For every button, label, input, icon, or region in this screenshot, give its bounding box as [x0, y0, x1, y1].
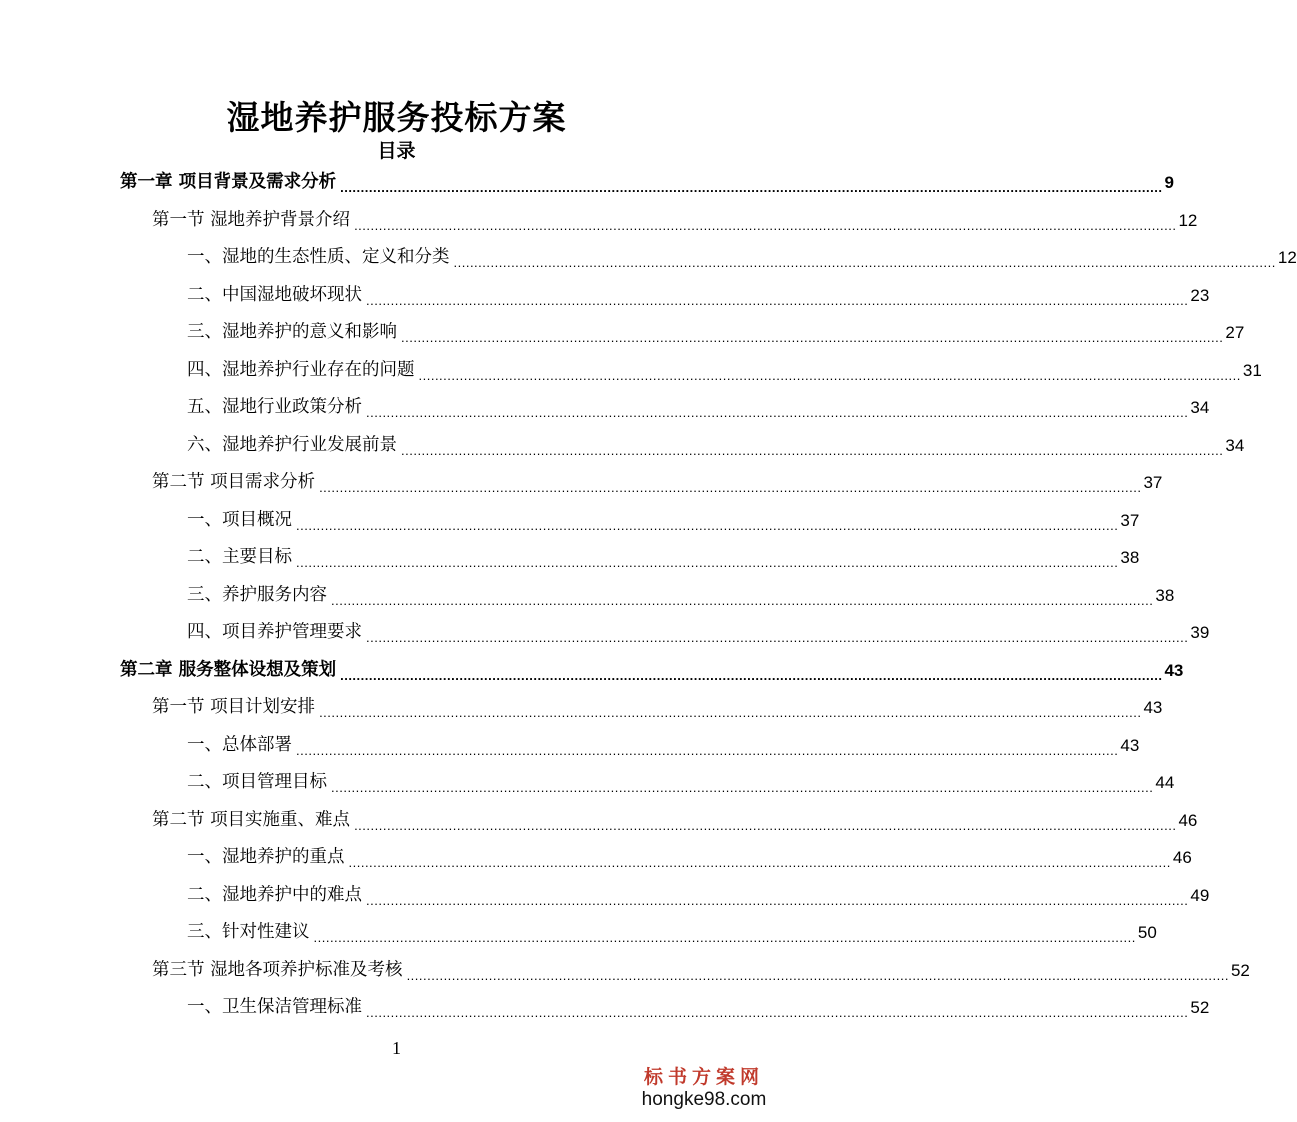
toc-entry[interactable]: [187, 877, 1210, 914]
toc-entry-page: 50: [1137, 923, 1157, 942]
toc-entry-label: 三、湿地养护的意义和影响: [187, 322, 397, 342]
toc-leader-dots: ........................................................................................................................................................................................................: [331, 592, 1154, 608]
toc-entry[interactable]: [187, 277, 1210, 314]
toc-leader-dots: ........................................................................................................................................................................................................: [401, 330, 1224, 345]
toc-entry-label: 第二章 服务整体设想及策划: [120, 659, 337, 680]
toc-entry[interactable]: [187, 427, 1245, 464]
toc-entry-page: 23: [1190, 285, 1210, 305]
toc-entry[interactable]: [187, 727, 1140, 764]
toc-entry[interactable]: [187, 314, 1245, 351]
toc-entry[interactable]: [152, 952, 1250, 989]
toc-leader-dots: ........................................................................................................................................................................................................: [296, 555, 1119, 570]
toc-entry[interactable]: [187, 352, 1262, 389]
watermark-name: 标书方案网: [643, 1066, 764, 1088]
toc-leader-dots: ........................................................................................................................................................................................................: [366, 292, 1189, 308]
toc-entry[interactable]: [187, 577, 1175, 614]
toc-entry-label: 四、项目养护管理要求: [187, 622, 362, 642]
toc-leader-dots: ........................................................................................................................................................................................................: [296, 517, 1119, 533]
toc-leader-dots: ........................................................................................................................................................................................................: [418, 367, 1241, 383]
toc-entry-label: 五、湿地行业政策分析: [187, 397, 362, 417]
toc-entry[interactable]: [152, 202, 1198, 239]
toc-leader-dots: ........................................................................................................................................................................................................: [354, 217, 1177, 233]
toc-entry[interactable]: [187, 914, 1157, 951]
toc-leader-dots: ........................................................................................................................................................................................................: [366, 630, 1189, 645]
toc-entry-label: 第二节 项目实施重、难点: [152, 809, 351, 830]
toc-entry-page: 37: [1143, 473, 1163, 492]
toc-leader-dots: ........................................................................................................................................................................................................: [366, 892, 1189, 908]
toc-leader-dots: ........................................................................................................................................................................................................: [331, 780, 1154, 795]
toc-leader-dots: ........................................................................................................................................................................................................: [340, 180, 1163, 195]
toc-leader-dots: ........................................................................................................................................................................................................: [354, 817, 1177, 833]
toc-leader-dots: ........................................................................................................................................................................................................: [366, 405, 1189, 420]
watermark-url: hongke98.com: [641, 1089, 767, 1110]
toc-leader-dots: ........................................................................................................................................................................................................: [453, 255, 1276, 270]
toc-leader-dots: ........................................................................................................................................................................................................: [406, 967, 1229, 983]
toc-entry-label: 第一节 项目计划安排: [152, 697, 316, 717]
toc-entry-label: 第三节 湿地各项养护标准及考核: [152, 959, 403, 980]
toc-entry-page: 34: [1190, 398, 1210, 417]
toc-entry[interactable]: [187, 614, 1210, 651]
watermark-logo: [629, 1066, 779, 1112]
toc-entry-label: 三、针对性建议: [187, 922, 310, 942]
toc-entry-label: 二、中国湿地破坏现状: [187, 284, 362, 305]
toc-entry-label: 一、项目概况: [187, 509, 292, 530]
toc-entry-page: 38: [1120, 548, 1140, 567]
toc-heading: 目录: [377, 140, 416, 162]
toc-entry-page: 31: [1242, 360, 1262, 380]
toc-leader-dots: ........................................................................................................................................................................................................: [401, 442, 1224, 458]
toc-entry-label: 一、湿地养护的重点: [187, 847, 345, 867]
toc-entry[interactable]: [187, 239, 1297, 276]
toc-entry[interactable]: [152, 802, 1198, 839]
toc-entry-label: 二、项目管理目标: [187, 772, 327, 792]
toc-entry[interactable]: [187, 539, 1140, 576]
toc-leader-dots: ........................................................................................................................................................................................................: [319, 705, 1142, 720]
toc-entry-page: 52: [1190, 998, 1210, 1017]
toc-entry-page: 9: [1164, 173, 1174, 192]
toc-entry-page: 12: [1277, 248, 1297, 267]
toc-entry-page: 43: [1164, 660, 1184, 680]
toc-entry[interactable]: [152, 689, 1163, 726]
toc-entry[interactable]: [187, 764, 1175, 801]
toc-entry[interactable]: [120, 652, 1184, 689]
toc-entry-label: 一、卫生保洁管理标准: [187, 997, 362, 1017]
toc-entry-page: 12: [1178, 210, 1198, 230]
page-number: 1: [392, 1038, 401, 1058]
toc-entry-label: 第二节 项目需求分析: [152, 472, 316, 492]
toc-entry-label: 四、湿地养护行业存在的问题: [187, 359, 415, 380]
toc-entry-label: 第一章 项目背景及需求分析: [120, 172, 337, 192]
toc-entry-page: 38: [1155, 585, 1175, 605]
toc-entry-page: 37: [1120, 510, 1140, 530]
toc-leader-dots: ........................................................................................................................................................................................................: [296, 742, 1119, 758]
toc-entry-page: 43: [1120, 735, 1140, 755]
toc-leader-dots: ........................................................................................................................................................................................................: [366, 1005, 1189, 1020]
toc-entry-page: 46: [1178, 810, 1198, 830]
toc-entry-page: 43: [1143, 698, 1163, 717]
toc-entry-page: 46: [1172, 848, 1192, 867]
toc-entry-label: 六、湿地养护行业发展前景: [187, 434, 397, 455]
toc-entry-label: 二、湿地养护中的难点: [187, 884, 362, 905]
toc-entry-page: 39: [1190, 623, 1210, 642]
toc-entry-label: 二、主要目标: [187, 547, 292, 567]
toc-entry-label: 一、总体部署: [187, 734, 292, 755]
toc-entry[interactable]: [187, 839, 1192, 876]
toc-entry[interactable]: [187, 989, 1210, 1026]
document-title: 湿地养护服务投标方案: [226, 98, 567, 137]
toc-entry[interactable]: [187, 502, 1140, 539]
toc-entry-page: 49: [1190, 885, 1210, 905]
toc-leader-dots: ........................................................................................................................................................................................................: [319, 480, 1142, 495]
toc-entry[interactable]: [120, 164, 1174, 201]
toc-leader-dots: ........................................................................................................................................................................................................: [313, 930, 1136, 945]
toc-leader-dots: ........................................................................................................................................................................................................: [340, 667, 1163, 683]
toc-entry-page: 52: [1230, 960, 1250, 980]
toc-entry[interactable]: [187, 389, 1210, 426]
toc-entry[interactable]: [152, 464, 1163, 501]
toc-entry-label: 三、养护服务内容: [187, 584, 327, 605]
toc-leader-dots: ........................................................................................................................................................................................................: [348, 855, 1171, 870]
toc-entry-page: 44: [1155, 773, 1175, 792]
toc-entry-page: 34: [1225, 435, 1245, 455]
toc-entry-page: 27: [1225, 323, 1245, 342]
toc-entry-label: 一、湿地的生态性质、定义和分类: [187, 247, 450, 267]
toc-entry-label: 第一节 湿地养护背景介绍: [152, 209, 351, 230]
